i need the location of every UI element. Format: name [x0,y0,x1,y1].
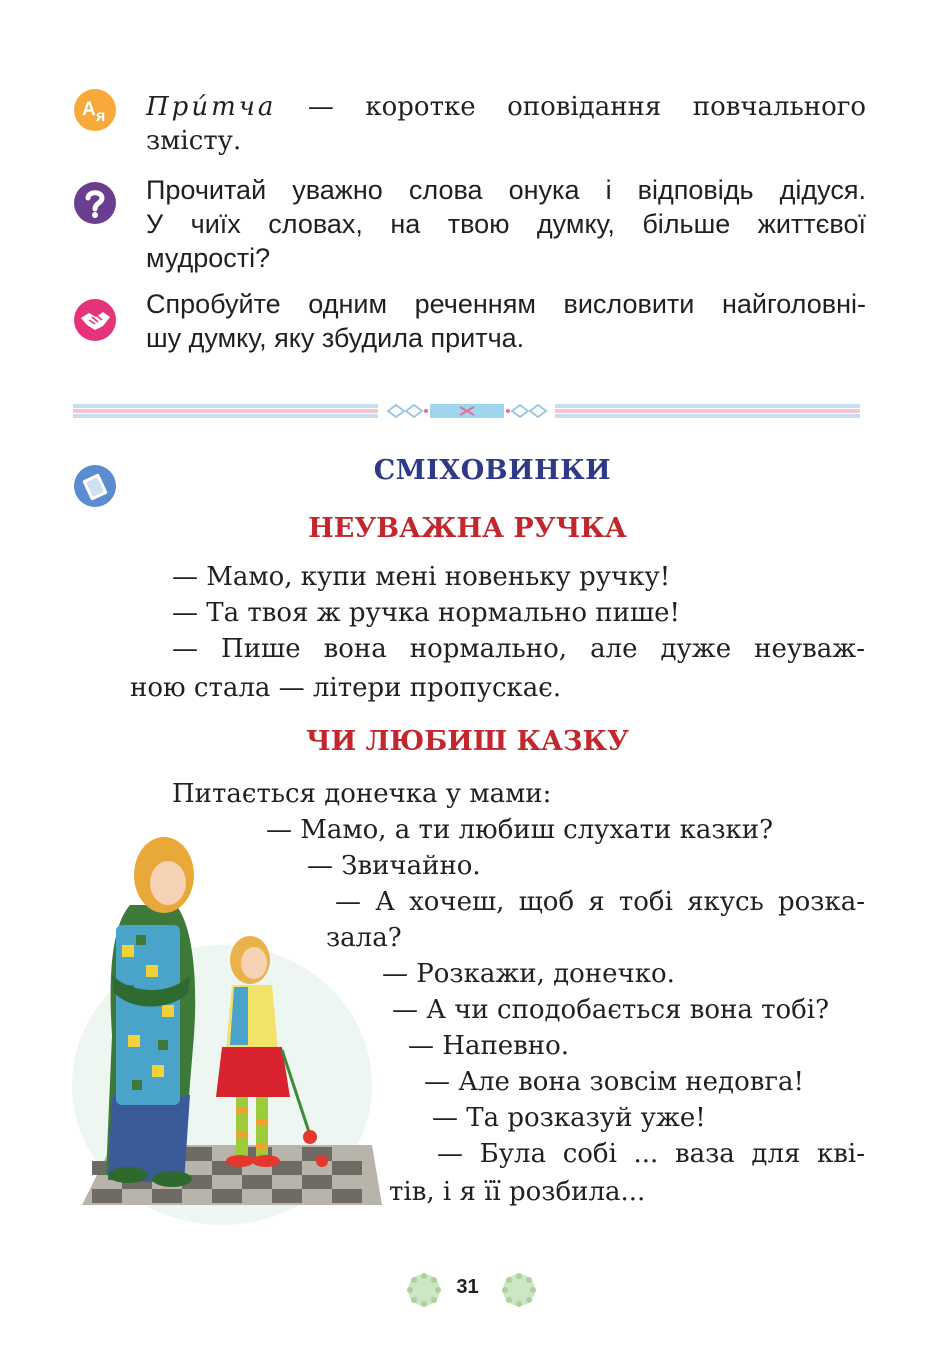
story2-line: — Та розказуй уже! [432,1103,706,1133]
icon-letter-a: А [82,99,96,120]
question-note [146,173,866,275]
divider-right [555,404,860,418]
story2-line: — Мамо, а ти любиш слухати казки? [266,815,774,845]
story2-line: Питається донечка у мами: [172,779,552,809]
icon-letter-ya: я [96,108,106,125]
story2-line: — Але вона зовсім недовга! [424,1067,804,1097]
story2-line: — Напевно. [408,1031,570,1061]
question-line-3: мудрості? [146,243,271,273]
story2-line: — А чи сподобається вона тобі? [392,995,830,1025]
ornament-right-icon [499,1270,539,1314]
definition-term: При́тча [146,92,277,122]
story2-title: ЧИ ЛЮБИШ КАЗКУ [306,726,629,757]
story2-line: — Звичайно. [307,851,481,881]
definition-note [146,90,866,158]
definition-text: — коротке оповідання повчального [276,92,866,122]
task-line-2: шу думку, яку збудила притча. [146,323,525,353]
page-number: 31 [456,1276,479,1298]
story2-line: — Розкажи, донечко. [382,959,675,989]
story1-line: — Пише вона нормально, але дуже неуваж- [172,634,865,664]
story1-line: — Та твоя ж ручка нормально пише! [172,598,680,628]
question-mark-icon [73,181,117,225]
story2-line: — Була собі ... ваза для кві- [437,1139,865,1169]
story2-line: зала? [326,923,402,953]
question-line-1: Прочитай уважно слова онука і відповідь дідуся. [146,175,866,205]
task-note [146,287,866,355]
story1-title: НЕУВАЖНА РУЧКА [308,513,627,544]
story2-line: тів, і я її розбила... [389,1177,646,1207]
mother-daughter-illustration [72,835,382,1229]
task-line-1: Спробуйте одним реченням висловити найголовні- [146,289,866,319]
handshake-icon [73,298,117,342]
definition-line-2: змісту. [146,126,242,156]
letters-aya-icon [73,88,117,132]
story1-line: — Мамо, купи мені новеньку ручку! [172,562,671,592]
divider-left [73,404,378,418]
story2-line: — А хочеш, щоб я тобі якусь розка- [335,887,865,917]
question-line-2: У чиїх словах, на твою думку, більше життєвої [146,209,866,239]
section-title: СМІХОВИНКИ [373,455,612,486]
story1-line: ною стала — літери пропускає. [130,673,562,703]
divider-ornament [386,400,548,426]
